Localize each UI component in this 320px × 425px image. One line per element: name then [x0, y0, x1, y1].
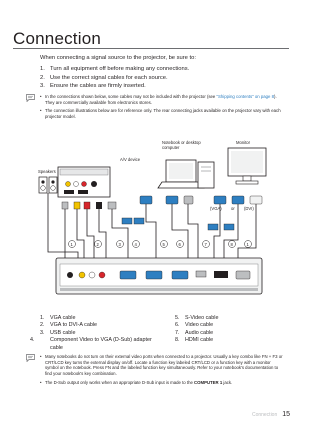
note-bullet: • In the connections shown below, some cables may not be included with the projector (see "Shipping contents" on page 8). They are commercially available from electronics stores.	[40, 94, 285, 105]
cable-item: 3. USB cable	[40, 329, 76, 336]
monitor	[228, 148, 266, 184]
notebook-label: Notebook or desktop computer	[162, 140, 201, 150]
note-icon	[26, 94, 35, 102]
callout-number: 5	[162, 241, 165, 247]
steps-list	[40, 65, 189, 91]
callout-number: 1	[70, 241, 73, 247]
note-bullet: • The connection illustrations below are for reference only. The rear connecting jacks available on the projector vary with each projector model.	[40, 108, 285, 119]
cable-item: 7. Audio cable	[175, 329, 214, 336]
callout-number: 1	[246, 241, 249, 247]
footer-section: Connection	[251, 412, 278, 418]
or-label: or	[231, 206, 235, 211]
title-rule	[13, 48, 289, 49]
connection-illustration	[38, 140, 270, 310]
connection-diagram	[38, 140, 270, 310]
cable-item: 5. S-Video cable	[175, 315, 219, 321]
av-device	[58, 167, 110, 197]
page-title: Connection	[13, 29, 102, 48]
callout-number: 8	[230, 241, 233, 247]
cable-item: 4. Component Video to VGA (D-Sub) adapter cable	[30, 337, 152, 351]
cable-item: 8. HDMI cable	[175, 337, 214, 344]
mid-connectors	[122, 218, 234, 230]
speakers-label: Speakers	[38, 169, 56, 174]
av-device-label: A/V device	[120, 157, 141, 162]
cable-item: 6. Video cable	[175, 322, 214, 329]
callout-number: 2	[96, 241, 99, 247]
callout-number: 7	[204, 241, 207, 247]
vga-label: (VGA)	[210, 206, 222, 211]
page-footer	[252, 411, 290, 418]
shipping-contents-link[interactable]: "Shipping contents" on page 8	[216, 94, 275, 99]
note-icon	[26, 354, 35, 362]
page-number: 15	[282, 411, 290, 418]
step-item: 1. Turn all equipment off before making any connections.	[40, 66, 190, 72]
cable-list-left	[30, 315, 165, 352]
callout-number: 4	[134, 241, 137, 247]
callout-number: 3	[118, 241, 121, 247]
note-block-top	[40, 94, 285, 119]
cable-item: 1. VGA cable	[40, 315, 76, 321]
callout-number: 6	[178, 241, 181, 247]
projector-rear-panel	[56, 258, 262, 294]
notebook-computer	[158, 160, 214, 188]
note-bullet: • The D-Sub output only works when an appropriate D-Sub input is made to the COMPUTER 1 jack.	[40, 380, 285, 386]
intro-text: When connecting a signal source to the projector, be sure to:	[40, 55, 196, 61]
cable-item: 2. VGA to DVI-A cable	[40, 322, 98, 329]
step-item: 3. Ensure the cables are firmly inserted.	[40, 83, 146, 90]
cable-list-right	[175, 315, 280, 345]
monitor-label: Monitor	[236, 140, 250, 145]
dvi-label: (DVI)	[244, 206, 254, 211]
note-block-bottom	[40, 354, 285, 386]
speakers	[39, 177, 57, 193]
step-item: 2. Use the correct signal cables for each source.	[40, 74, 168, 81]
note-bullet: • Many notebooks do not turn on their external video ports when connected to a projector. Usually a key combo like FN + F3 or CRT/LCD key turns the external display on/off. Locate a function key labeled CRT/LCD or a function key with a monitor symbol on the notebook. Press FN and the labeled function key simultaneously. Refer to your notebook's documentation to find your notebook's key combination.	[40, 354, 285, 376]
